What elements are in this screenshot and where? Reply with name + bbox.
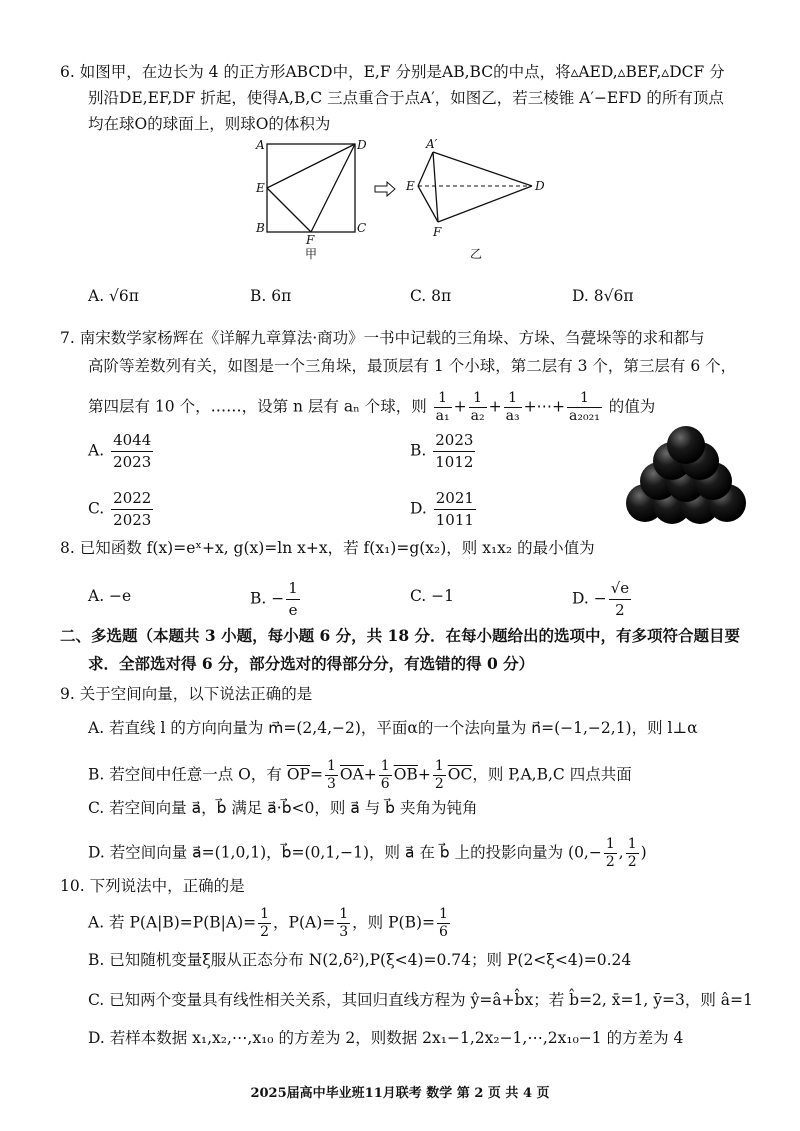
label-D: D bbox=[357, 138, 367, 152]
q6-option-d: D. 8√6π bbox=[572, 287, 634, 305]
q7-option-a: A. $\frac{4044}{2023}$ bbox=[88, 431, 152, 471]
q10-option-a: A. 若 P(A|B)=P(B|A)= $\frac{1}{2}$ ，P(A)= $\frac{1}{3}$ ，则 P(B)= $\frac{1}{6}$ bbox=[88, 906, 448, 940]
caption-jia: 甲 bbox=[305, 247, 318, 261]
q9-option-a: A. 若直线 l 的方向向量为 m⃗=(2,4,−2)，平面α的一个法向量为 n⃗=(−1,−2,1)，则 l⊥α bbox=[88, 719, 698, 737]
label-A-prime: A′ bbox=[426, 137, 438, 151]
q7-option-c: C. $\frac{2022}{2023}$ bbox=[88, 489, 152, 529]
q9-option-c: C. 若空间向量 a⃗，b⃗ 满足 a⃗·b⃗<0，则 a⃗ 与 b⃗ 夹角为钝角 bbox=[88, 799, 478, 817]
q6-line-1: 6. 如图甲，在边长为 4 的正方形ABCD中，E,F 分别是AB,BC的中点，将▵AED,▵BEF,▵DCF 分 bbox=[60, 63, 725, 81]
label-D2: D bbox=[535, 179, 545, 193]
q7-term-3: $\frac{1}{\text{a₃}}$ bbox=[505, 390, 520, 424]
q8-option-a: A. −e bbox=[88, 587, 132, 605]
q9-option-b: B. 若空间中任意一点 O，有 $\overline{OP}=$ $\frac{1}{3}$ $\overline{OA}+$ $\frac{1}{6}$ $\overline{OB}+$ $\frac{1}{2}$ $\overline{OC}$，则 P,A,B,C 四点共面 bbox=[88, 758, 632, 792]
label-C: C bbox=[357, 221, 367, 235]
ball-pyramid-image bbox=[625, 425, 747, 525]
q10-option-d: D. 若样本数据 x₁,x₂,⋯,x₁₀ 的方差为 2，则数据 2x₁−1,2x₂−1,⋯,2x₁₀−1 的方差为 4 bbox=[88, 1029, 684, 1047]
q6-option-b: B. 6π bbox=[250, 287, 292, 305]
q6-option-a: A. √6π bbox=[88, 287, 139, 305]
q10-stem: 10. 下列说法中，正确的是 bbox=[60, 877, 245, 895]
q6-line-2: 别沿DE,EF,DF 折起，使得A,B,C 三点重合于点A′，如图乙，若三棱锥 A′−EFD 的所有顶点 bbox=[88, 89, 724, 107]
caption-yi: 乙 bbox=[470, 247, 483, 261]
q8-option-c: C. −1 bbox=[410, 587, 455, 605]
q8-option-b: B. − $\frac{1}{e}$ bbox=[250, 579, 298, 619]
q7-option-b: B. $\frac{2023}{1012}$ bbox=[410, 431, 474, 471]
q6-line-3: 均在球O的球面上，则球O的体积为 bbox=[88, 115, 331, 133]
label-B: B bbox=[256, 221, 265, 235]
arrow-icon bbox=[375, 182, 395, 196]
label-A: A bbox=[256, 138, 265, 152]
q7-option-d: D. $\frac{2021}{1011}$ bbox=[410, 489, 474, 529]
q7-term-n: $\frac{1}{\text{a₂₀₂₁}}$ bbox=[569, 390, 600, 424]
section2-header-line-1: 二、多选题（本题共 3 小题，每小题 6 分，共 18 分．在每小题给出的选项中，有多项符合题目要 bbox=[60, 626, 741, 645]
label-F: F bbox=[306, 233, 315, 247]
section2-header-line-2: 求．全部选对得 6 分，部分选对的得部分分，有选错的得 0 分） bbox=[88, 654, 535, 673]
page-footer: 2025届高中毕业班11月联考 数学 第 2 页 共 4 页 bbox=[250, 1086, 550, 1101]
q9-stem: 9. 关于空间向量，以下说法正确的是 bbox=[60, 685, 313, 703]
figure-jia bbox=[255, 138, 367, 261]
q6-option-c: C. 8π bbox=[410, 287, 452, 305]
q7-term-2: $\frac{1}{\text{a₂}}$ bbox=[470, 390, 485, 424]
q7-line-2: 高阶等差数列有关，如图是一个三角垛，最顶层有 1 个小球，第二层有 3 个，第三层有 6 个， bbox=[88, 357, 737, 375]
figure-yi bbox=[405, 137, 545, 261]
q7-line-1: 7. 南宋数学家杨辉在《详解九章算法·商功》一书中记载的三角垛、方垛、刍甍垛等的求和都与 bbox=[60, 329, 705, 347]
label-E: E bbox=[256, 181, 265, 195]
q10-option-b: B. 已知随机变量ξ服从正态分布 N(2,δ²),P(ξ<4)=0.74；则 P(2<ξ<4)=0.24 bbox=[88, 951, 632, 969]
q7-term-1: $\frac{1}{\text{a₁}}$ bbox=[435, 390, 450, 424]
q7-line-3: 第四层有 10 个，……，设第 n 层有 aₙ 个球，则 $\frac{1}{\text{a₁}}$ + $\frac{1}{\text{a₂}}$ + $\frac{1}{\text{a₃}}$ +⋯+ $\frac{1}{\text{a₂₀₂₁}}$ 的值为 bbox=[88, 390, 656, 424]
q9-option-d: D. 若空间向量 a⃗=(1,0,1)，b⃗=(0,1,−1)，则 a⃗ 在 b⃗ 上的投影向量为 (0,− $\frac{1}{2}$ , $\frac{1}{2}$ ) bbox=[88, 836, 647, 870]
q6-figure bbox=[250, 134, 560, 274]
label-E2: E bbox=[406, 179, 415, 193]
q10-option-c: C. 已知两个变量具有线性相关关系，其回归直线方程为 ŷ=â+b̂x；若 b̂=2, x̄=1, ȳ=3，则 â=1 bbox=[88, 991, 753, 1009]
label-F2: F bbox=[433, 225, 442, 239]
q8-option-d: D. − $\frac{√e}{2}$ bbox=[572, 579, 630, 619]
q8-stem: 8. 已知函数 f(x)=eˣ+x, g(x)=ln x+x，若 f(x₁)=g(x₂)，则 x₁x₂ 的最小值为 bbox=[60, 539, 595, 557]
